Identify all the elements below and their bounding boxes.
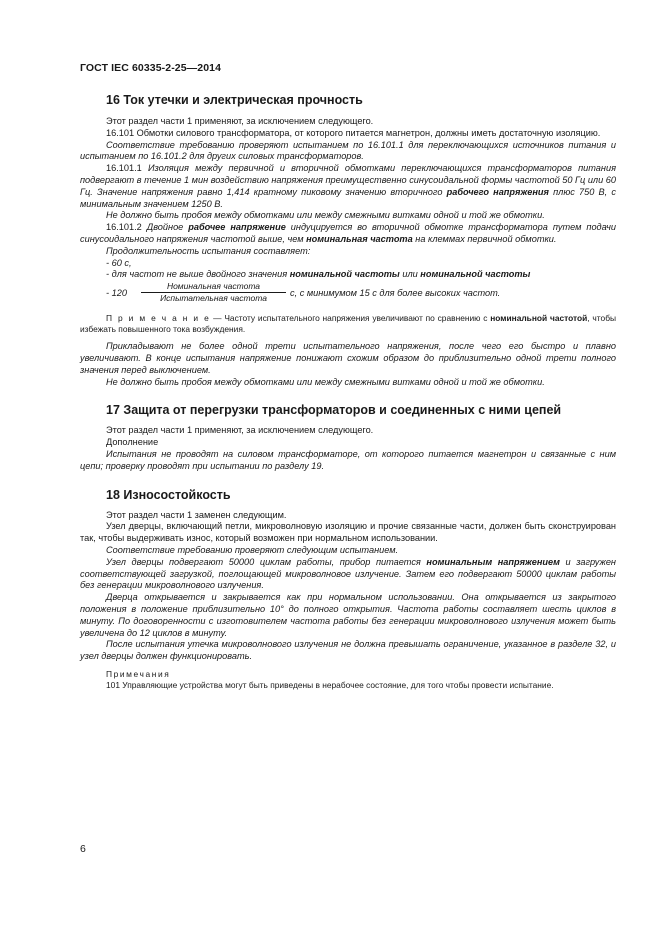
- section-16-heading: 16 Ток утечки и электрическая прочность: [106, 93, 363, 107]
- s16-paragraph: Не должно быть пробоя между обмотками или между смежными витками одной и той же обмотки.: [106, 376, 545, 387]
- section-17-heading: 17 Защита от перегрузки трансформаторов и соединенных с ними цепей: [106, 403, 562, 418]
- clause-number: 16.101.1: [106, 163, 148, 174]
- clause-text: Изоляция между первичной и вторичной обмотками переключающихся трансформаторов питания подвергают в течение 1 мин воздействию напряжения преимущественно синусоидальной формы частотой 50 Гц или 60 Гц. Значение напряжения равно 1,414 кратному пиковому значению вторичного: [80, 163, 616, 197]
- term-bold: номинальной частоты: [420, 269, 531, 280]
- s16-paragraph: Не должно быть пробоя между обмотками или между смежными витками одной и той же обмотки.: [106, 210, 545, 221]
- clause-text: на клеммах первичной обмотки.: [412, 233, 557, 244]
- s16-list-item: - для частот не выше двойного значения номинальной частоты или номинальной частоты: [106, 269, 531, 280]
- note-101: 101 Управляющие устройства могут быть приведены в нерабочее состояние, для того чтобы провести испытание.: [106, 679, 554, 690]
- formula-fraction: [141, 281, 286, 304]
- s18-paragraph: Этот раздел части 1 заменен следующим.: [106, 509, 287, 520]
- term-bold: номинальная частота: [306, 233, 413, 244]
- s16-paragraph: Продолжительность испытания составляет:: [106, 245, 311, 256]
- term-bold: рабочее напряжение: [188, 222, 286, 233]
- page-number: 6: [80, 843, 86, 855]
- section-18-heading: 18 Износостойкость: [106, 487, 231, 502]
- s17-paragraph: Испытания не проводят на силовом трансформаторе, от которого питается магнетрон и связанные с ним цепи; проверку проводят при испытании по разделу 19.: [80, 448, 616, 471]
- s18-paragraph: Узел дверцы, включающий петли, микроволновую изоляцию и прочие связанные части, должен быть сконструирован так, чтобы выдерживать износ, который возможен при нормальном использовании.: [80, 521, 616, 544]
- notes-label: Примечания: [106, 668, 171, 679]
- s18-compliance-text: Соответствие требованию проверяют следующим испытанием.: [106, 544, 399, 555]
- s18-paragraph: Дверца открывается и закрывается как при нормальном использовании. Она открывается из закрытого положения в положение приблизительно 10° до полного открытия. Частота работы составляет шесть циклов в минуту. По договоренности с изготовителем частота работы без генерации микроволнового излучения может быть увеличена до 12 циклов в минуту.: [80, 592, 616, 638]
- note-label: П р и м е ч а н и е: [106, 313, 211, 324]
- clause-text: Двойное: [146, 222, 189, 233]
- clause-text: плюс 750 В, с минимальным значением 1250 В.: [80, 186, 617, 209]
- s16-paragraph: 16.101 Обмотки силового трансформатора, от которого питается магнетрон, должны иметь достаточную изоляцию.: [106, 127, 601, 138]
- running-header: ГОСТ IEC 60335-2-25—2014: [80, 62, 222, 74]
- frequency-formula: [80, 281, 616, 307]
- s16-clause-16-101-1: [80, 163, 616, 210]
- s16-clause-16-101-2: [80, 222, 616, 246]
- formula-prefix: - 120: [106, 288, 127, 299]
- s16-paragraph: Этот раздел части 1 применяют, за исключением следующего.: [106, 116, 374, 126]
- formula-denominator: Испытательная частота: [141, 292, 286, 304]
- term-bold: рабочего напряжения: [446, 186, 549, 197]
- s17-paragraph: Этот раздел части 1 применяют, за исключением следующего.: [106, 425, 374, 436]
- s16-list-item: - 60 с,: [106, 257, 132, 268]
- s17-paragraph: Дополнение: [106, 437, 159, 448]
- term-bold: номинальной частоты: [289, 269, 400, 280]
- page-content: [80, 92, 616, 691]
- s16-paragraph: Прикладывают не более одной трети испытательного напряжения, после чего его быстро и плавно увеличивают. В конце испытания напряжение понижают схожим образом до приблизительно одной трети полного значения перед выключением.: [80, 341, 616, 375]
- clause-text: индуцируется во вторичной обмотке трансформатора путем подачи синусоидального напряжения частотой выше, чем: [80, 222, 616, 244]
- clause-number: 16.101.2: [106, 222, 147, 233]
- s18-paragraph: После испытания утечка микроволнового излучения не должна превышать ограничение, указанное в разделе 32, и узел дверцы должен функционировать.: [80, 639, 616, 662]
- formula-suffix: с, с минимумом 15 с для более высоких частот.: [290, 288, 501, 299]
- s16-compliance-text: Соответствие требованию проверяют испытанием по 16.101.1 для переключающихся источников питания и испытанием по 16.101.2 для других силовых трансформаторов.: [80, 139, 616, 162]
- term-bold: номинальной частотой: [490, 313, 588, 324]
- formula-numerator: Номинальная частота: [166, 281, 261, 292]
- s18-paragraph: Узел дверцы подвергают 50000 циклам работы, прибор питается номинальным напряжением и загружен соответствующей загрузкой, поглощающей микроволновое излучение. Затем его подвергают 50000 циклам работы без генерации микроволнового излучения.: [80, 556, 616, 591]
- s16-note: П р и м е ч а н и е — Частоту испытательного напряжения увеличивают по сравнению с номинальной частотой, чтобы избежать повышенного тока возбуждения.: [80, 313, 617, 335]
- term-bold: номинальным напряжением: [426, 556, 560, 567]
